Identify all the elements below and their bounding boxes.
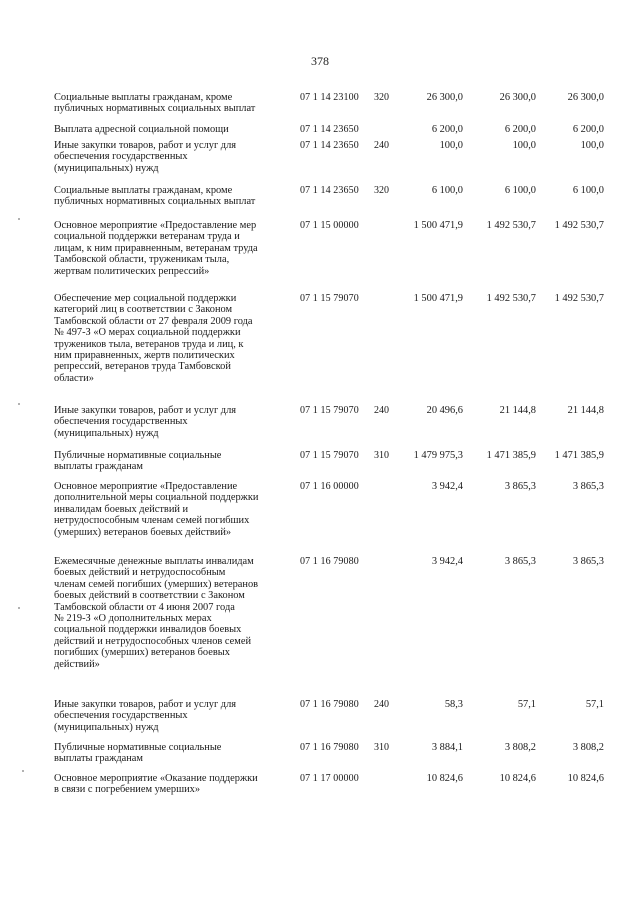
- row-value-1: 100,0: [439, 140, 463, 151]
- row-value-2: 21 144,8: [499, 405, 536, 416]
- page-number: 378: [311, 54, 329, 68]
- row-value-3: 100,0: [580, 140, 604, 151]
- row-value-3: 6 100,0: [572, 185, 604, 196]
- row-code: 07 1 15 00000: [300, 220, 359, 231]
- row-code: 07 1 16 79080: [300, 556, 359, 567]
- row-value-3: 21 144,8: [567, 405, 604, 416]
- row-expense-type: 240: [374, 699, 389, 710]
- row-value-2: 57,1: [517, 699, 536, 710]
- row-value-1: 1 500 471,9: [413, 220, 463, 231]
- row-expense-type: 310: [374, 742, 389, 753]
- row-value-3: 26 300,0: [567, 92, 604, 103]
- row-name: Ежемесячные денежные выплаты инвалидам боевых действий и нетрудоспособным членам семей погибших (умерших) ветеранов боевых действий в соответствии с Законом Тамбовской области от 4 июня 2007 года № 219-З «О дополнительных мерах социальной поддержки инвалидов боевых действий и нетрудоспособных членов семей погибших (умерших) ветеранов боевых действий»: [54, 556, 259, 670]
- row-value-3: 3 865,3: [572, 481, 604, 492]
- row-code: 07 1 14 23650: [300, 140, 359, 151]
- scan-speck: [22, 770, 24, 772]
- scan-speck: [18, 403, 20, 405]
- row-code: 07 1 16 79080: [300, 742, 359, 753]
- row-code: 07 1 15 79070: [300, 405, 359, 416]
- row-name: Иные закупки товаров, работ и услуг для обеспечения государственных (муниципальных) нужд: [54, 140, 237, 174]
- row-value-2: 10 824,6: [499, 773, 536, 784]
- row-value-1: 1 500 471,9: [413, 293, 463, 304]
- row-value-2: 3 808,2: [504, 742, 536, 753]
- row-value-1: 3 942,4: [431, 556, 463, 567]
- row-name: Выплата адресной социальной помощи: [54, 124, 229, 135]
- row-value-3: 3 808,2: [572, 742, 604, 753]
- row-name: Социальные выплаты гражданам, кроме публичных нормативных социальных выплат: [54, 185, 256, 208]
- row-value-2: 6 200,0: [504, 124, 536, 135]
- row-code: 07 1 15 79070: [300, 450, 359, 461]
- row-code: 07 1 15 79070: [300, 293, 359, 304]
- row-value-1: 26 300,0: [426, 92, 463, 103]
- row-value-3: 1 492 530,7: [554, 293, 604, 304]
- row-name: Основное мероприятие «Предоставление мер социальной поддержки ветеранам труда и лицам, к ним приравненным, ветеранам труда Тамбовской области, труженикам тыла, жертвам политических репрессий»: [54, 220, 258, 277]
- row-expense-type: 310: [374, 450, 389, 461]
- row-name: Иные закупки товаров, работ и услуг для обеспечения государственных (муниципальных) нужд: [54, 699, 237, 733]
- row-value-2: 3 865,3: [504, 556, 536, 567]
- row-name: Основное мероприятие «Предоставление дополнительной меры социальной поддержки инвалидам боевых действий и нетрудоспособным членам семей погибших (умерших) ветеранов боевых действий»: [54, 481, 259, 538]
- row-name: Социальные выплаты гражданам, кроме публичных нормативных социальных выплат: [54, 92, 256, 115]
- row-expense-type: 240: [374, 405, 389, 416]
- row-value-1: 6 100,0: [431, 185, 463, 196]
- row-expense-type: 320: [374, 92, 389, 103]
- row-value-2: 1 471 385,9: [486, 450, 536, 461]
- row-value-2: 1 492 530,7: [486, 220, 536, 231]
- row-expense-type: 320: [374, 185, 389, 196]
- row-code: 07 1 16 79080: [300, 699, 359, 710]
- row-value-2: 26 300,0: [499, 92, 536, 103]
- row-value-2: 3 865,3: [504, 481, 536, 492]
- row-value-1: 10 824,6: [426, 773, 463, 784]
- row-value-1: 1 479 975,3: [413, 450, 463, 461]
- row-value-3: 1 471 385,9: [554, 450, 604, 461]
- row-code: 07 1 17 00000: [300, 773, 359, 784]
- row-name: Публичные нормативные социальные выплаты гражданам: [54, 450, 222, 473]
- row-value-2: 1 492 530,7: [486, 293, 536, 304]
- row-value-2: 100,0: [512, 140, 536, 151]
- row-value-1: 3 942,4: [431, 481, 463, 492]
- row-value-1: 20 496,6: [426, 405, 463, 416]
- row-code: 07 1 14 23100: [300, 92, 359, 103]
- row-value-3: 1 492 530,7: [554, 220, 604, 231]
- row-value-1: 6 200,0: [431, 124, 463, 135]
- row-value-3: 6 200,0: [572, 124, 604, 135]
- row-code: 07 1 14 23650: [300, 185, 359, 196]
- row-value-3: 10 824,6: [567, 773, 604, 784]
- row-name: Обеспечение мер социальной поддержки категорий лиц в соответствии с Законом Тамбовской области от 27 февраля 2009 года № 497-З «О мерах социальной поддержки тружеников тыла, ветеранов труда и лиц, к ним приравненных, жертв политических репрессий, ветеранов труда Тамбовской области»: [54, 293, 253, 384]
- row-value-3: 3 865,3: [572, 556, 604, 567]
- row-name: Основное мероприятие «Оказание поддержки в связи с погребением умерших»: [54, 773, 258, 796]
- row-code: 07 1 14 23650: [300, 124, 359, 135]
- row-name: Иные закупки товаров, работ и услуг для обеспечения государственных (муниципальных) нужд: [54, 405, 237, 439]
- row-expense-type: 240: [374, 140, 389, 151]
- row-value-1: 58,3: [444, 699, 463, 710]
- row-value-3: 57,1: [585, 699, 604, 710]
- row-value-2: 6 100,0: [504, 185, 536, 196]
- scan-speck: [18, 218, 20, 220]
- row-code: 07 1 16 00000: [300, 481, 359, 492]
- scan-speck: [18, 607, 20, 609]
- row-value-1: 3 884,1: [431, 742, 463, 753]
- row-name: Публичные нормативные социальные выплаты гражданам: [54, 742, 222, 765]
